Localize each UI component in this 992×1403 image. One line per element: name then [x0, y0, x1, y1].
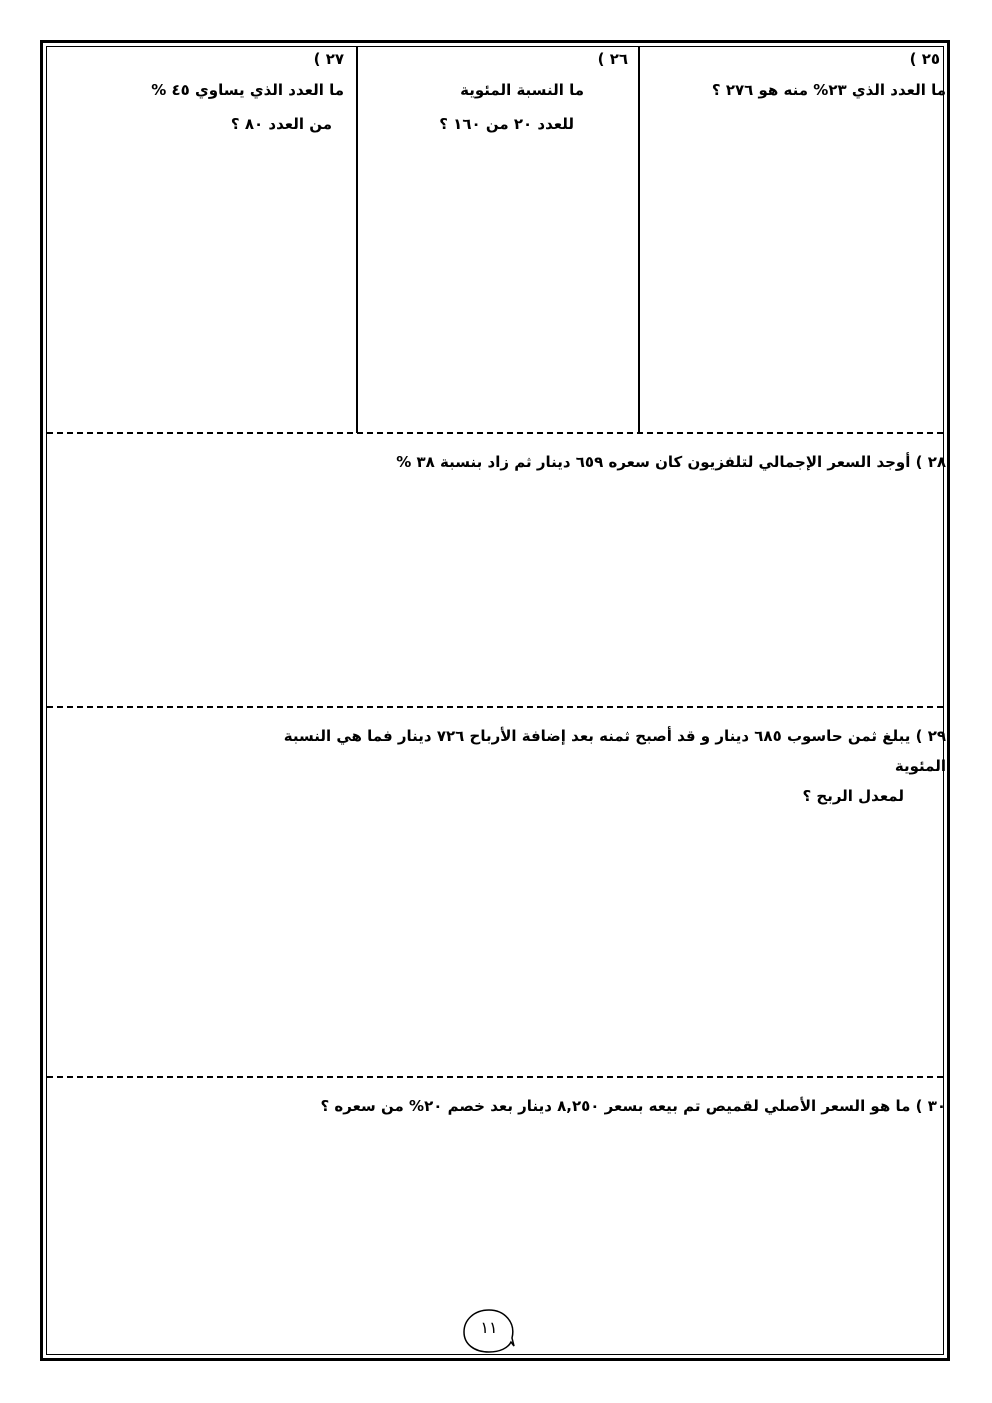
page-number: ١١ — [480, 1318, 498, 1337]
question-30-text: ٣٠ ) ما هو السعر الأصلي لقميص تم بيعه بسعر ٨,٢٥٠ دينار بعد خصم ٢٠% من سعره ؟ — [320, 1097, 946, 1115]
page-number-badge — [462, 1308, 516, 1354]
question-27-text-line2: من العدد ٨٠ ؟ — [230, 115, 332, 133]
question-26-text-line2: للعدد ٢٠ من ١٦٠ ؟ — [439, 115, 574, 133]
section-divider — [47, 1076, 943, 1078]
question-27-number: ٢٧ ) — [313, 50, 344, 68]
column-divider — [356, 47, 358, 433]
question-29-text-line3: لمعدل الربح ؟ — [802, 787, 904, 805]
question-26-number: ٢٦ ) — [597, 50, 628, 68]
column-divider — [638, 47, 640, 433]
question-26-text-line1: ما النسبة المئوية — [460, 81, 584, 99]
question-29-text-line1: ٢٩ ) يبلغ ثمن حاسوب ٦٨٥ دينار و قد أصبح ثمنه بعد إضافة الأرباح ٧٢٦ دينار فما هي النسبة — [283, 727, 946, 745]
section-divider — [47, 706, 943, 708]
question-29-text-line2: المئوية — [894, 757, 946, 775]
question-28-text: ٢٨ ) أوجد السعر الإجمالي لتلفزيون كان سعره ٦٥٩ دينار ثم زاد بنسبة ٣٨ % — [396, 453, 946, 471]
question-25-text: ما العدد الذي ٢٣% منه هو ٢٧٦ ؟ — [711, 81, 946, 99]
section-divider — [47, 432, 943, 434]
page-border-inner — [46, 46, 944, 1355]
question-25-number: ٢٥ ) — [909, 50, 940, 68]
question-27-text-line1: ما العدد الذي يساوي ٤٥ % — [151, 81, 344, 99]
